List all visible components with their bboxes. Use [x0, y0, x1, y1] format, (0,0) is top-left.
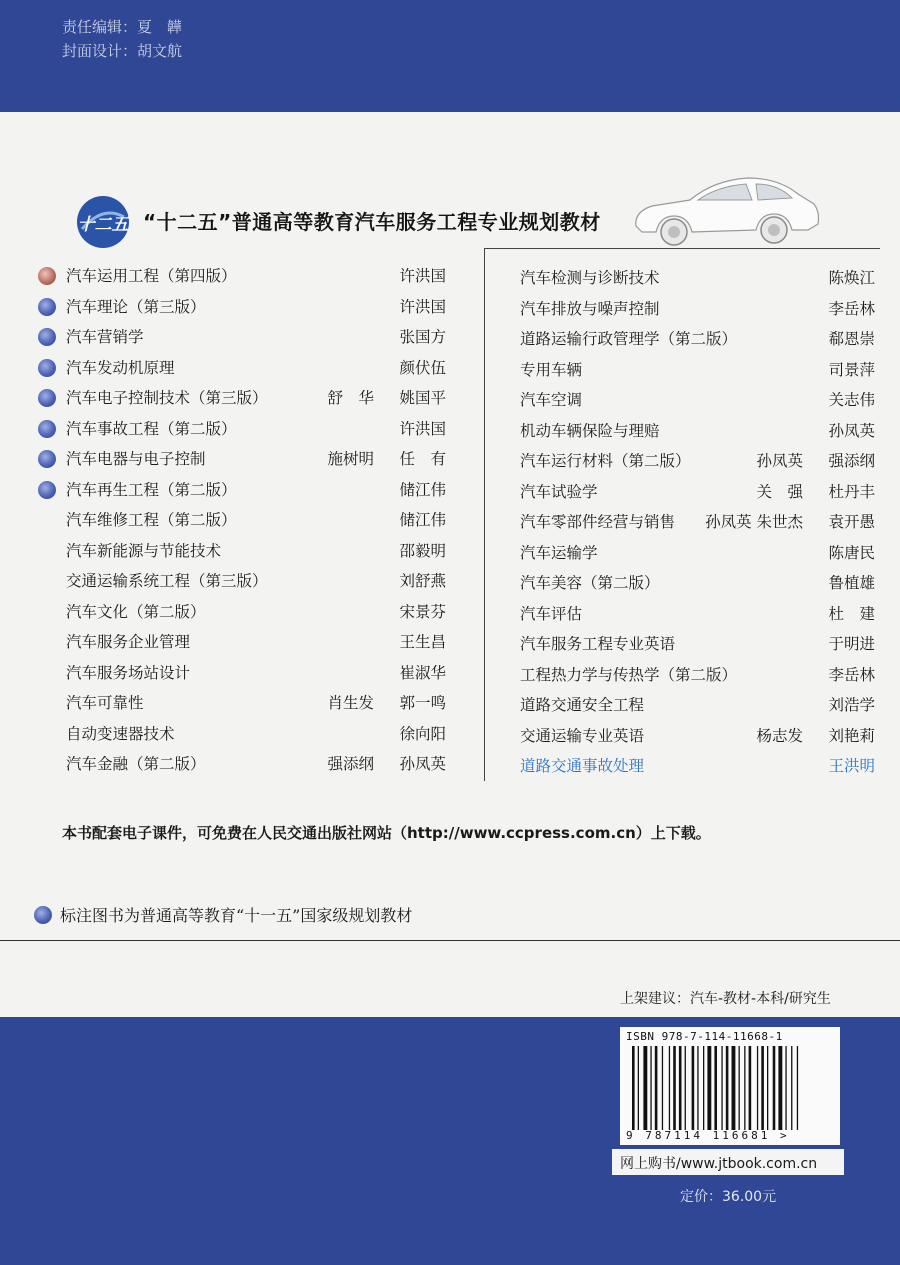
- book-title: 交通运输系统工程（第三版）: [66, 572, 268, 590]
- book-coauthor: 强添纲: [327, 755, 374, 773]
- book-author: 袁开愚: [828, 513, 875, 531]
- book-author: 司景萍: [828, 360, 875, 379]
- book-title: 汽车空调: [520, 391, 583, 409]
- book-title: 汽车可靠性: [66, 694, 144, 712]
- book-author: 许洪国: [399, 267, 446, 285]
- book-author: 徐向阳: [399, 724, 446, 743]
- book-row: [520, 510, 875, 534]
- book-row: [66, 630, 446, 654]
- series-logo-icon: [76, 195, 130, 249]
- book-title: 汽车金融（第二版）: [66, 755, 206, 773]
- shelf-suggestion: 上架建议：汽车-教材-本科/研究生: [620, 991, 831, 1007]
- book-row: [520, 388, 875, 412]
- book-row: [520, 693, 875, 717]
- book-row: [66, 600, 446, 624]
- book-author: 王生昌: [399, 633, 446, 651]
- book-row: [66, 478, 446, 502]
- book-author: 邵毅明: [399, 541, 446, 560]
- car-illustration-icon: [628, 160, 824, 252]
- price: 定价：36.00元: [680, 1189, 777, 1205]
- book-title: 汽车排放与噪声控制: [520, 299, 660, 318]
- book-row: [66, 417, 446, 441]
- globe-bullet-icon: [38, 389, 56, 407]
- globe-bullet-icon: [38, 359, 56, 377]
- book-author: 许洪国: [399, 297, 446, 316]
- book-title: 汽车再生工程（第二版）: [66, 480, 237, 499]
- book-row: [66, 539, 446, 563]
- book-coauthor: 孙凤英 朱世杰: [705, 513, 803, 531]
- book-author: 刘舒燕: [399, 572, 446, 590]
- book-row: [520, 327, 875, 351]
- book-row: [520, 602, 875, 626]
- book-title: 汽车运行材料（第二版）: [520, 452, 691, 470]
- book-title: 交通运输专业英语: [520, 726, 645, 745]
- book-row: [66, 325, 446, 349]
- book-row: [520, 754, 875, 778]
- book-author: 鲁植雄: [828, 574, 875, 592]
- book-row: [520, 571, 875, 595]
- book-row: [66, 722, 446, 746]
- book-title: 汽车营销学: [66, 328, 144, 346]
- book-title: 自动变速器技术: [66, 724, 175, 743]
- book-coauthor: 杨志发: [756, 726, 803, 745]
- book-author: 刘艳莉: [828, 726, 875, 745]
- book-row: [520, 663, 875, 687]
- globe-bullet-icon: [38, 267, 56, 285]
- book-row: [520, 266, 875, 290]
- book-row: [66, 569, 446, 593]
- book-title: 汽车运输学: [520, 543, 598, 562]
- book-row: [66, 752, 446, 776]
- isbn-top-text: ISBN 978-7-114-11668-1: [626, 1030, 783, 1043]
- book-row: [66, 356, 446, 380]
- book-title: 道路运输行政管理学（第二版）: [520, 330, 738, 348]
- book-title: 机动车辆保险与理赔: [520, 421, 660, 440]
- book-author: 郭一鸣: [399, 694, 446, 712]
- book-row: [520, 358, 875, 382]
- book-coauthor: 舒 华: [327, 389, 374, 407]
- book-title: 汽车发动机原理: [66, 358, 175, 377]
- globe-bullet-icon: [38, 420, 56, 438]
- book-author: 李岳林: [828, 299, 875, 318]
- book-title: 汽车服务场站设计: [66, 663, 191, 682]
- book-row: [520, 632, 875, 656]
- book-author: 杜 建: [828, 604, 875, 623]
- book-coauthor: 施树明: [327, 450, 374, 468]
- book-row: [66, 264, 446, 288]
- book-author: 杜丹丰: [828, 482, 875, 501]
- book-row: [520, 541, 875, 565]
- book-coauthor: 关 强: [756, 482, 803, 501]
- logo-text: 十二五: [77, 215, 129, 235]
- book-author: 刘浩学: [828, 696, 875, 714]
- book-title: 汽车理论（第三版）: [66, 297, 206, 316]
- book-title: 汽车零部件经营与销售: [520, 513, 676, 531]
- shop-url: 网上购书/www.jtbook.com.cn: [620, 1156, 818, 1172]
- book-row: [520, 724, 875, 748]
- book-row: [520, 480, 875, 504]
- barcode-icon: [630, 1046, 830, 1130]
- book-author: 任 有: [399, 450, 446, 468]
- book-author: 郗恩崇: [828, 330, 875, 348]
- book-title: 汽车评估: [520, 604, 583, 623]
- book-title: 汽车电器与电子控制: [66, 450, 206, 468]
- legend-note: 标注图书为普通高等教育“十一五”国家级规划教材: [60, 906, 413, 925]
- book-author: 颜伏伍: [399, 358, 446, 377]
- book-author: 于明进: [828, 635, 875, 653]
- book-author: 关志伟: [828, 391, 875, 409]
- book-author: 许洪国: [399, 419, 446, 438]
- book-row: [66, 386, 446, 410]
- book-author: 宋景芬: [399, 602, 446, 621]
- book-row: [520, 449, 875, 473]
- book-author: 张国方: [399, 328, 446, 346]
- isbn-digits: 9 787114 116681 >: [626, 1129, 790, 1142]
- right-column-top-rule: [484, 248, 880, 249]
- download-note: 本书配套电子课件，可免费在人民交通出版社网站（http://www.ccpress.com.cn）上下载。: [62, 824, 711, 842]
- column-divider: [484, 248, 485, 781]
- book-title: 汽车电子控制技术（第三版）: [66, 389, 268, 407]
- globe-bullet-icon: [38, 450, 56, 468]
- book-author: 姚国平: [399, 389, 446, 407]
- book-title: 汽车检测与诊断技术: [520, 269, 660, 287]
- globe-bullet-icon: [38, 328, 56, 346]
- globe-bullet-icon: [34, 906, 52, 924]
- globe-bullet-icon: [38, 298, 56, 316]
- book-row: [66, 691, 446, 715]
- cover-design-credit: 封面设计：胡文航: [62, 42, 183, 60]
- book-row: [66, 447, 446, 471]
- book-title: 道路交通安全工程: [520, 696, 645, 714]
- globe-bullet-icon: [38, 481, 56, 499]
- book-row: [520, 297, 875, 321]
- book-author: 陈唐民: [828, 543, 875, 562]
- book-title: 汽车服务企业管理: [66, 633, 191, 651]
- book-author: 孙凤英: [828, 421, 875, 440]
- book-title: 汽车新能源与节能技术: [66, 541, 222, 560]
- book-author: 强添纲: [828, 452, 875, 470]
- book-row: [520, 419, 875, 443]
- book-title: 汽车事故工程（第二版）: [66, 419, 237, 438]
- book-author: 李岳林: [828, 665, 875, 684]
- book-author: 储江伟: [399, 480, 446, 499]
- book-row: [66, 295, 446, 319]
- book-title: 汽车文化（第二版）: [66, 602, 206, 621]
- book-author: 王洪明: [828, 757, 875, 775]
- book-coauthor: 肖生发: [327, 694, 374, 712]
- book-title: 汽车维修工程（第二版）: [66, 511, 237, 529]
- book-title: 专用车辆: [520, 360, 583, 379]
- book-title: 工程热力学与传热学（第二版）: [520, 665, 738, 684]
- note-rule: [0, 940, 900, 941]
- book-title: 汽车运用工程（第四版）: [66, 267, 237, 285]
- book-title: 汽车服务工程专业英语: [520, 635, 676, 653]
- book-row: [66, 508, 446, 532]
- book-author: 孙凤英: [399, 755, 446, 773]
- book-author: 储江伟: [399, 511, 446, 529]
- book-author: 陈焕江: [828, 269, 875, 287]
- editor-credit: 责任编辑：夏 韡: [62, 18, 183, 36]
- book-author: 崔淑华: [399, 663, 446, 682]
- book-title: 道路交通事故处理: [520, 757, 645, 775]
- book-title: 汽车试验学: [520, 482, 598, 501]
- book-coauthor: 孙凤英: [756, 452, 803, 470]
- series-title: “十二五”普通高等教育汽车服务工程专业规划教材: [143, 210, 601, 234]
- book-title: 汽车美容（第二版）: [520, 574, 660, 592]
- book-row: [66, 661, 446, 685]
